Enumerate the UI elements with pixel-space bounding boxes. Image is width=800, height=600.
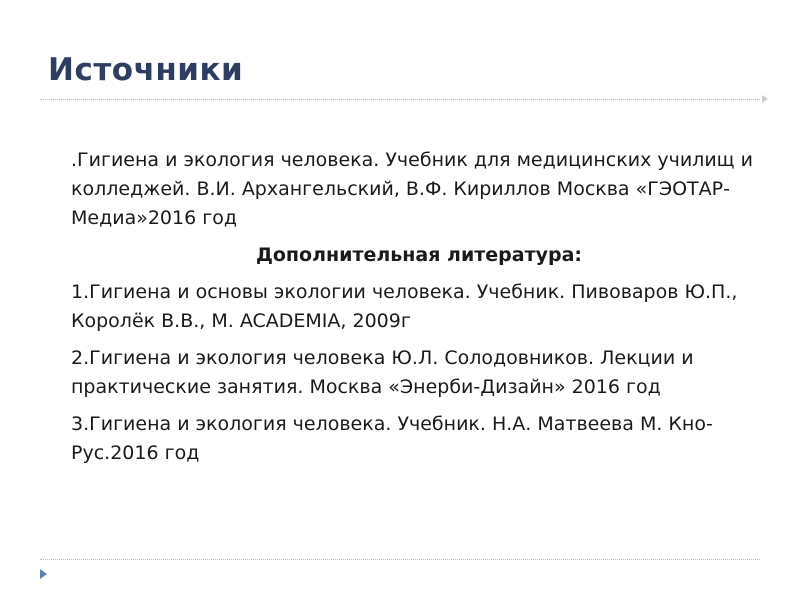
source-text: 3.Гигиена и экология человека. Учебник. Н.А. Матвеева М. Кно-Рус.2016 год [71,413,713,464]
heading-text: Дополнительная литература: [255,244,583,266]
source-text: .Гигиена и экология человека. Учебник для медицинских училищ и колледжей. В.И. Архангельский, В.Ф. Кириллов Москва «ГЭОТАР-Медиа»2016 год [71,149,753,229]
source-item-2 [47,344,767,402]
source-item-3 [47,410,767,468]
footer-divider [40,559,760,560]
slide-title: Источники [48,52,244,88]
next-slide-arrow-icon[interactable] [40,569,47,579]
title-divider [40,99,760,100]
rule-end-arrow-icon [762,95,768,103]
sources-list [47,146,767,476]
source-item-1 [47,278,767,336]
additional-literature-heading [47,241,767,270]
source-item-main [47,146,767,233]
source-text: 1.Гигиена и основы экологии человека. Учебник. Пивоваров Ю.П., Королёк В.В., М. ACADEMIA, 2009г [71,281,738,332]
source-text: 2.Гигиена и экология человека Ю.Л. Солодовников. Лекции и практические занятия. Москва «Энерби-Дизайн» 2016 год [71,347,694,398]
